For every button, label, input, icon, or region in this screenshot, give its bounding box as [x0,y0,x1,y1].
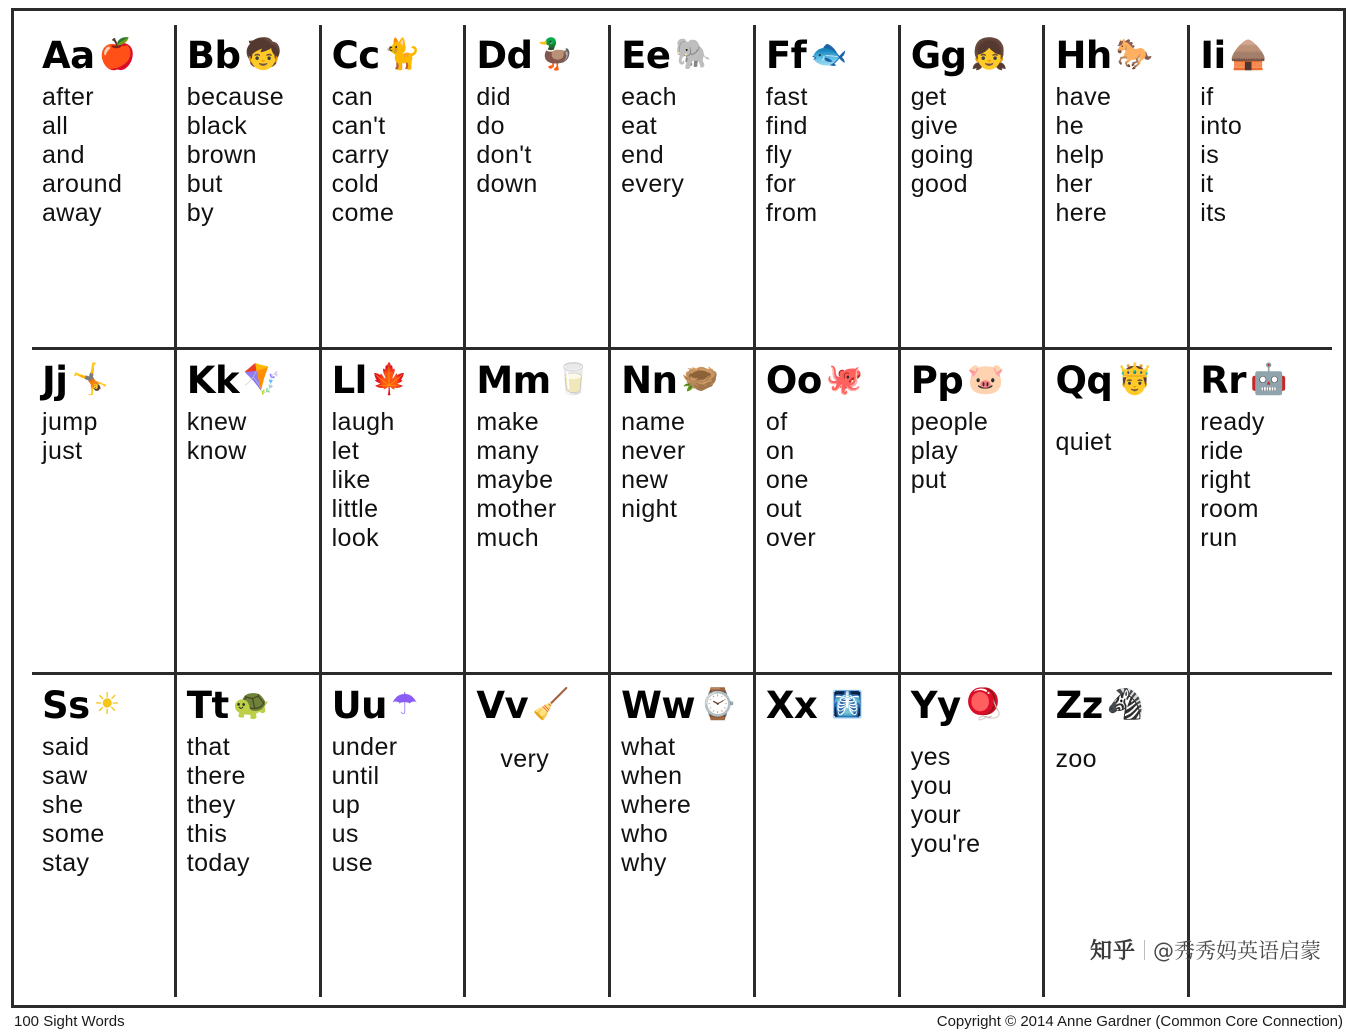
word: is [1200,141,1220,169]
word: many [476,437,540,465]
cell-l [322,350,467,672]
word: down [476,170,538,198]
word: stay [42,849,90,877]
word: black [186,112,248,140]
word: said [42,733,90,761]
letter-label: Nn [621,358,678,402]
word: come [331,199,395,227]
word: one [765,466,809,494]
cell-n [611,350,756,672]
word: where [621,791,692,819]
word: never [621,437,686,465]
cell-header [42,29,168,81]
letter-label: Kk [186,358,240,402]
word: your [910,801,961,829]
kite-icon: 🪁 [243,362,281,397]
cell-header [476,29,602,81]
letter-label: Uu [331,683,387,727]
word: it [1200,170,1214,198]
leaf-icon: 🍁 [370,362,409,397]
cell-header [332,29,458,81]
footer-title: 100 Sight Words [14,1013,125,1030]
word: he [1055,112,1085,140]
word-list [1200,408,1326,553]
cell-h [1045,25,1190,347]
word: for [765,170,797,198]
word: that [186,733,231,761]
word: saw [42,762,88,790]
word: don't [476,141,532,169]
word: look [331,524,380,552]
word-list [1200,83,1326,228]
word: fast [765,83,808,111]
jump-rope-icon: 🤸 [71,362,109,397]
word: after [42,83,95,111]
word-list [187,733,313,878]
girl-icon: 👧 [970,37,1008,72]
cell-q [1045,350,1190,672]
word: here [1055,199,1108,227]
word: name [621,408,686,436]
word: ready [1200,408,1265,436]
word: like [331,466,371,494]
letter-label: Ll [331,358,367,402]
letter-label: Hh [1055,33,1112,77]
letter-label: Pp [910,358,964,402]
word: because [186,83,285,111]
word: use [331,849,374,877]
word: new [621,466,669,494]
word: up [331,791,361,819]
letter-label: Ff [765,33,807,77]
word-list [476,745,602,774]
word: maybe [476,466,554,494]
footer-copyright: Copyright © 2014 Anne Gardner (Common Core Connection) [936,1013,1343,1030]
queen-icon: 🤴 [1116,362,1154,397]
letter-label: Ww [621,683,696,727]
cell-header [42,354,168,406]
xray-icon: 🩻 [831,690,864,720]
cell-v [466,675,611,997]
word: and [42,141,85,169]
grid-row [32,350,1332,675]
letter-label: Bb [186,33,241,77]
alphabet-grid [32,25,1332,997]
cell-c [322,25,467,347]
word: eat [621,112,658,140]
cell-w [611,675,756,997]
word: good [910,170,968,198]
cell-header [766,354,892,406]
word: us [331,820,359,848]
word: cold [331,170,380,198]
cell-g [901,25,1046,347]
word: some [42,820,105,848]
cell-f [756,25,901,347]
word: little [331,495,379,523]
word-list [621,408,747,524]
word: until [331,762,380,790]
word: out [765,495,802,523]
cell-header [911,29,1037,81]
word: its [1200,199,1227,227]
word-list [621,733,747,878]
word: why [621,849,667,877]
grid-row [32,25,1332,350]
word: run [1200,524,1238,552]
word: going [910,141,974,169]
cell-header [42,679,168,731]
word: ride [1200,437,1244,465]
letter-label: Rr [1200,358,1246,402]
word: can [331,83,374,111]
word: right [1200,466,1251,494]
cell-header [476,679,602,731]
word: help [1055,141,1105,169]
elephant-icon: 🐘 [674,37,712,72]
word: they [186,791,236,819]
word: people [910,408,989,436]
word: of [765,408,788,436]
word: when [621,762,683,790]
word-list [911,408,1037,495]
cell-header [621,679,747,731]
word: today [186,849,250,877]
cell-e [611,25,756,347]
letter-label: Vv [476,683,529,727]
chart-frame [11,8,1346,1008]
cell-header [1055,354,1181,406]
word: from [765,199,818,227]
letter-label: Gg [910,33,967,77]
word: yes [910,743,951,771]
cell-k [177,350,322,672]
word: make [476,408,540,436]
milk-icon: 🥛 [554,362,593,397]
word: do [476,112,505,140]
watermark-divider [1144,940,1145,960]
letter-label: Oo [765,358,822,402]
letter-label: Dd [476,33,533,77]
igloo-icon: 🛖 [1229,37,1268,72]
word-list [911,83,1037,199]
word: end [621,141,665,169]
cell-r [1190,350,1332,672]
cell-header [187,29,313,81]
duck-icon: 🦆 [536,37,574,72]
letter-label: Ss [42,683,90,727]
word: can't [331,112,386,140]
horse-icon: 🐎 [1115,37,1154,72]
cell-d [466,25,611,347]
word: room [1200,495,1259,523]
cell-header [332,679,458,731]
word-list [911,743,1037,859]
cell-t [177,675,322,997]
word: over [765,524,817,552]
word-list [1055,428,1181,457]
word-list [476,408,602,553]
word: away [42,199,102,227]
cat-icon: 🐈 [383,37,422,72]
word: carry [331,141,390,169]
robot-icon: 🤖 [1250,362,1288,397]
cell-s [32,675,177,997]
sun-icon: ☀ [93,687,121,722]
watermark-text: @秀秀妈英语启蒙 [1153,938,1321,963]
word: you're [910,830,981,858]
word: laugh [331,408,395,436]
cell-header [1200,29,1326,81]
cell-header [1200,354,1326,406]
cell-header [621,29,747,81]
word: she [42,791,84,819]
cell-a [32,25,177,347]
cell-header [766,679,892,731]
word: this [186,820,228,848]
letter-label: Aa [42,33,95,77]
cell-b [177,25,322,347]
boy-icon: 🧒 [244,37,282,72]
watermark [1090,934,1321,965]
word-list [42,733,168,878]
cell-o [756,350,901,672]
word-list [1055,745,1181,774]
letter-label: Mm [476,358,551,402]
word: just [42,437,83,465]
word: into [1200,112,1243,140]
word: what [621,733,676,761]
word: fly [765,141,793,169]
letter-label: Tt [186,683,229,727]
pig-icon: 🐷 [967,362,1005,397]
word: get [910,83,947,111]
cell-header [911,679,1037,731]
word: zoo [1055,745,1097,773]
cell-header [1055,29,1181,81]
word: all [42,112,69,140]
cell-m [466,350,611,672]
word: jump [42,408,98,436]
cell-u [322,675,467,997]
cell-y [901,675,1046,997]
word: every [621,170,685,198]
cell-header [911,354,1037,406]
umbrella-icon: ☂ [390,687,418,722]
word: find [765,112,808,140]
word-list [187,83,313,228]
word: on [765,437,795,465]
cell-header [766,29,892,81]
letter-label: Qq [1055,358,1113,402]
letter-label: Zz [1055,683,1103,727]
letter-label: Ii [1200,33,1226,77]
word: by [186,199,214,227]
word: there [186,762,246,790]
word: knew [186,408,247,436]
cell-header [187,354,313,406]
cell-header [621,354,747,406]
word: quiet [1055,428,1112,456]
word-list [42,83,168,228]
word-list [476,83,602,199]
cell-header [476,354,602,406]
cell-p [901,350,1046,672]
word: put [910,466,947,494]
word: night [621,495,678,523]
word: very [500,745,550,773]
letter-label: Xx [765,683,818,727]
word: did [476,83,511,111]
word-list [1055,83,1181,228]
word-list [332,83,458,228]
word-list [42,408,168,466]
word: play [910,437,959,465]
word: mother [476,495,557,523]
word: under [331,733,398,761]
cell-header [1055,679,1181,731]
word-list [766,83,892,228]
nest-icon: 🪹 [681,362,719,397]
word-list [332,733,458,878]
word: each [621,83,677,111]
octopus-icon: 🐙 [825,362,864,397]
letter-label: Cc [331,33,380,77]
word: give [910,112,959,140]
zebra-icon: 🦓 [1106,687,1145,722]
apple-icon: 🍎 [98,37,136,72]
word: you [910,772,953,800]
watch-icon: ⌚ [699,687,737,722]
page-footer [14,1006,1343,1030]
word-list [187,408,313,466]
word: let [331,437,360,465]
word: but [186,170,223,198]
cell-header [187,679,313,731]
word: if [1200,83,1214,111]
word-list [766,408,892,553]
letter-label: Yy [910,683,961,727]
turtle-icon: 🐢 [232,687,271,722]
word: around [42,170,123,198]
cell-i [1190,25,1332,347]
vacuum-icon: 🧹 [532,687,570,722]
word: brown [186,141,257,169]
word: who [621,820,669,848]
letter-label: Jj [42,358,68,402]
yoyo-icon: 🪀 [964,687,1002,722]
letter-label: Ee [621,33,671,77]
fish-icon: 🐟 [810,37,848,72]
word-list [332,408,458,553]
cell-j [32,350,177,672]
watermark-logo: 知乎 [1089,939,1136,964]
word: her [1055,170,1093,198]
word-list [621,83,747,199]
cell-header [332,354,458,406]
word: know [186,437,247,465]
word: much [476,524,540,552]
cell-x [756,675,901,997]
word: have [1055,83,1112,111]
